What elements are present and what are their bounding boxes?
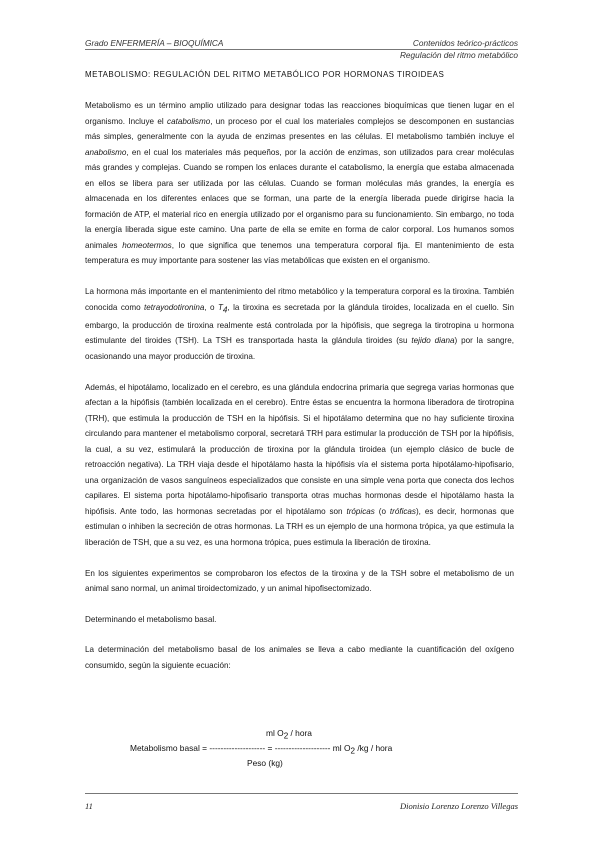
p3-term-tropicas: trópicas (346, 506, 375, 516)
header-section-line2: Regulación del ritmo metabólico (399, 49, 518, 60)
p2-text-g: ) por la sangre, ocasionando una mayor producción de tiroxina. (85, 336, 514, 361)
eq-num-a: ml O (266, 728, 284, 738)
eq-mid-sub: 2 (350, 746, 355, 756)
p1-text-g: , lo que significa que tenemos una temperatura corporal fija. El mantenimiento de esta temperatura es muy importante para sostener las vías metabólicas que existen en el organismo. (85, 240, 515, 265)
header-section-line1: Contenidos teórico-prácticos (412, 38, 518, 48)
footer-author: Dionisio Lorenzo Lorenzo Villegas (400, 801, 518, 811)
p3-text-e: ), es decir, hormonas que estimulan o inhiben la secreción de otras hormonas. La TRH es un ejemplo de una hormona trópica, ya que estimula la liberación de TSH, que a su vez, es una hormona trópica, pues estimula la liberación de tiroxina. (85, 506, 514, 547)
paragraph-5-heading: Determinando el metabolismo basal. (85, 614, 217, 624)
equation-numerator (266, 728, 312, 741)
p1-term-homeotermos: homeotermos (122, 240, 172, 250)
p3-text-c: (o (374, 506, 390, 516)
paragraph-6: La determinación del metabolismo basal de los animales se lleva a cabo mediante la cuantificación del oxígeno consumido, según la siguiente ecuación: (85, 645, 514, 670)
equation-main-line (130, 743, 392, 756)
p1-text-e: , en el cual los materiales más pequeños, por la acción de enzimas, son utilizados para crear moléculas más grandes y complejas. Cuando se rompen los enlaces durante el catabolismo, la energía que estaba almacenada en ellos se libera para ser utilizada por las células. Cuando se forman moléculas más grandes, la energía es almacenada en los diferentes enlaces que se forman, una parte de la energía liberada puede dirigirse hacia la formación de ATP, el material rico en energía utilizado por el organismo para su funcionamiento. Sin embargo, no toda la energía liberada sigue este camino. Una parte de ella se emite en forma de calor corporal. Los humanos somos animales (85, 147, 514, 250)
p1-term-anabolismo: anabolismo (85, 147, 127, 157)
footer-divider (85, 793, 518, 794)
p2-term-tejido-diana: tejido diana (411, 336, 455, 346)
eq-mid-b: /kg / hora (355, 743, 393, 753)
p1-text-a: Metabolismo es un término amplio utilizado para designar todas las reacciones bioquímicas que tienen lugar en el organismo. Incluye el (85, 101, 514, 126)
p2-term-tetrayodotironina: tetrayodotironina (144, 302, 205, 312)
eq-mid-a: Metabolismo basal = -------------------- = -------------------- ml O (130, 743, 351, 753)
p2-text-a: La hormona más importante en el mantenimiento del ritmo metabólico y la temperatura corporal es la tiroxina. También conocida como (85, 287, 514, 312)
p1-text-c: , un proceso por el cual los materiales complejos se descomponen en sustancias más simples, generalmente con la ayuda de enzimas presentes en las células. El metabolismo también incluye el (85, 116, 514, 141)
header-course: Grado ENFERMERÍA – BIOQUÍMICA (85, 38, 224, 48)
p2-t4-subscript: 4 (222, 305, 228, 315)
p2-t4-letter: T (217, 302, 223, 312)
paragraph-1 (85, 98, 514, 269)
p2-term-t4 (217, 302, 228, 315)
paragraph-4: En los siguientes experimentos se comprobaron los efectos de la tiroxina y de la TSH sobre el metabolismo de un animal sano normal, un animal tiroidectomizado, y un animal hipofisectomizado. (85, 568, 514, 594)
p3-text-a: Además, el hipotálamo, localizado en el cerebro, es una glándula endocrina primaria que segrega varias hormonas que afectan a la hipófisis (también localizada en el cerebro). Entre éstas se encuentra la hormona liberadora de tirotropina (TRH), que estimula la producción de TSH en la hipófisis. Si el hipotálamo determina que no hay suficiente tiroxina circulando para mantener el metabolismo corporal, secretará TRH para estimular la producción de TSH por la hipófisis, la cual, a su vez, estimulará la producción de tiroxina por la glándula tiroidea (un ejemplo clásico de bucle de retroacción negativa). La TRH viaja desde el hipotálamo hasta la hipófisis vía el sistema porta hipotálamo-hipofisario, una organización de vasos sanguíneos especializados que consiste en una simple vena porta que conecta dos lechos capilares. El sistema porta hipotálamo-hipofisario transporta otras muchas hormonas desde el hipotálamo hasta la hipófisis. Ante todo, las hormonas secretadas por el hipotálamo son (85, 382, 514, 516)
p2-text-c: , o (204, 302, 218, 312)
body-text (85, 98, 514, 689)
page-title: METABOLISMO: REGULACIÓN DEL RITMO METABÓLICO POR HORMONAS TIROIDEAS (85, 70, 445, 79)
p1-term-catabolismo: catabolismo (167, 116, 211, 126)
p3-term-troficas: tróficas (389, 506, 416, 516)
page-number: 11 (85, 801, 93, 811)
paragraph-3 (85, 380, 514, 551)
header-divider (85, 49, 518, 50)
paragraph-2 (85, 284, 514, 364)
header-section (400, 38, 518, 61)
eq-num-b: / hora (288, 728, 312, 738)
eq-num-sub: 2 (283, 731, 289, 741)
p2-text-e: , la tiroxina es secretada por la glándula tiroides, localizada en el cuello. Sin embargo, la producción de tiroxina realmente está controlada por la hipófisis, que segrega la tirotropina u hormona estimulante del tiroides (TSH). La TSH es transportada hasta la glándula tiroides (su (85, 302, 514, 346)
equation-denominator: Peso (kg) (247, 758, 283, 768)
